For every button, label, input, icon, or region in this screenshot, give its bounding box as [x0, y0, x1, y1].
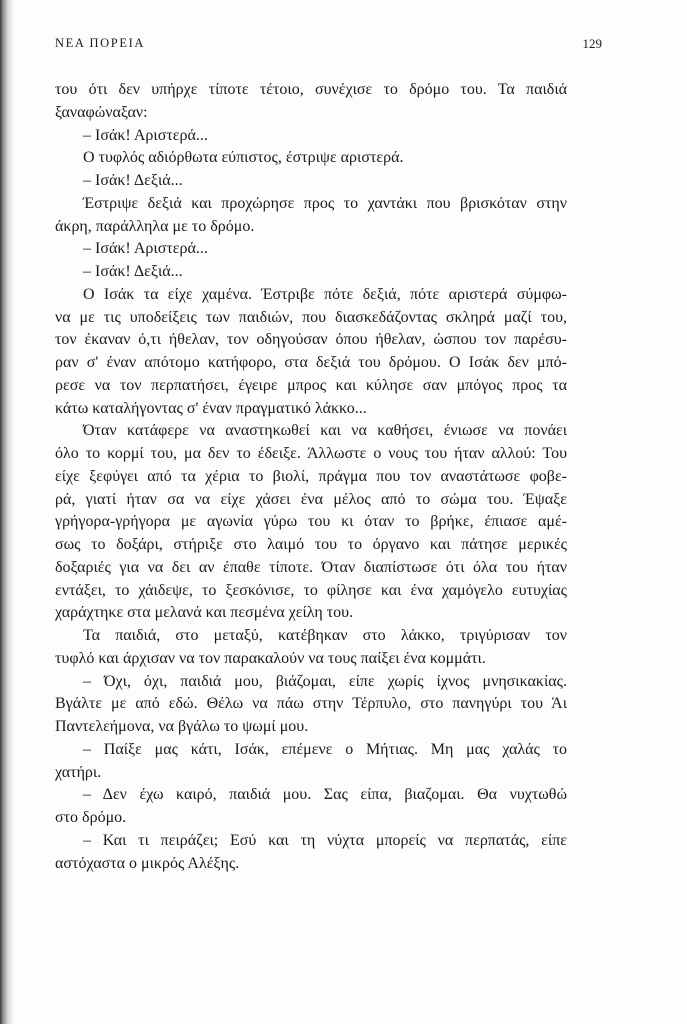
text-line: Βγάλτε με από εδώ. Θέλω να πάω στην Τέρπυλο, στο πανηγύρι του Άι [55, 695, 567, 713]
text-line: χατήρι. [55, 763, 102, 781]
text-line: – Ισάκ! Αριστερά... [83, 126, 208, 144]
text-line: του ότι δεν υπήρχε τίποτε τέτοιο, συνέχισε το δρόμο του. Τα παιδιά [55, 81, 567, 98]
text-line: – Ισάκ! Αριστερά... [83, 240, 208, 258]
text-line: τυφλό και άρχισαν να τον παρακαλούν να τους παίξει ένα κομμάτι. [55, 649, 486, 667]
text-line: – Δεν έχω καιρό, παιδιά μου. Σας είπα, βιαζομαι. Θα νυχτωθώ [83, 786, 567, 804]
text-line: Παντελεήμονα, να βγάλω το ψωμί μου. [55, 718, 309, 735]
running-head: ΝΕΑ ΠΟΡΕΙΑ [55, 36, 145, 50]
text-line: ρά, γιατί ήταν σα να είχε χάσει ένα μέλος από το σώμα του. Έψαξε [55, 490, 567, 508]
text-line: είχε ξεφύγει από τα χέρια το βιολί, πράγμα που τον αναστάτωσε φοβε- [55, 467, 567, 485]
text-line: – Όχι, όχι, παιδιά μου, βιάζομαι, είπε χωρίς ίχνος μνησικακίας. [83, 672, 567, 690]
text-line: Έστριψε δεξιά και προχώρησε προς το χαντάκι που βρισκόταν στην [83, 194, 567, 212]
text-line: γρήγορα-γρήγορα με αγωνία γύρω του κι όταν το βρήκε, έπιασε αμέ- [55, 513, 567, 531]
text-line: ραν σ' έναν απότομο κατήφορο, στα δεξιά του δρόμου. Ο Ισάκ δεν μπό- [55, 354, 567, 371]
text-line: χαράχτηκε στα μελανά και πεσμένα χείλη του. [55, 604, 354, 622]
text-line: να με τις υποδείξεις των παιδιών, που διασκεδάζοντας σκληρά μαζί του, [55, 308, 567, 326]
text-line: Ο Ισάκ τα είχε χαμένα. Έστριβε πότε δεξιά, πότε αριστερά σύμφω- [83, 285, 567, 303]
text-line: Ο τυφλός αδιόρθωτα εύπιστος, έστριψε αριστερά. [83, 149, 404, 167]
body-text [55, 79, 567, 875]
text-line: ξαναφώναξαν: [55, 103, 148, 121]
text-line: δοξαριές για να δει αν έπαθε τίποτε. Όταν διαπίστωσε ότι όλα του ήταν [55, 558, 567, 576]
text-line: – Παίξε μας κάτι, Ισάκ, επέμενε ο Μήτιας. Μη μας χαλάς το [83, 740, 567, 758]
text-line: αστόχαστα ο μικρός Αλέξης. [55, 854, 240, 872]
text-line: Όταν κατάφερε να αναστηκωθεί και να καθήσει, ένιωσε να πονάει [83, 422, 567, 440]
text-line: ρεσε να τον περπατήσει, έγειρε μπρος και κύλησε σαν μπόγος προς τα [55, 376, 567, 394]
text-line: σως το δοξάρι, στήριξε στο λαιμό του το όργανο και πάτησε μερικές [55, 536, 567, 553]
text-line: εντάξει, το χάιδεψε, το ξεσκόνισε, το φίλησε και ένα χαμόγελο ευτυχίας [55, 581, 567, 599]
text-line: – Ισάκ! Δεξιά... [83, 263, 183, 280]
text-line: άκρη, παράλληλα με το δρόμο. [55, 217, 255, 235]
text-line: όλο το κορμί του, μα δεν το έδειξε. Άλλωστε ο νους του ήταν αλλού: Του [55, 445, 567, 462]
text-line: Τα παιδιά, στο μεταξύ, κατέβηκαν στο λάκκο, τριγύρισαν τον [83, 627, 567, 644]
text-line: – Και τι πειράζει; Εσύ και τη νύχτα μπορείς να περπατάς, είπε [83, 831, 567, 849]
page-number: 129 [582, 36, 602, 51]
binding-gutter-shadow [0, 0, 14, 1024]
text-line: τον έκαναν ό,τι ήθελαν, τον οδηγούσαν όπου ήθελαν, ώσπου τον παρέσυ- [55, 331, 567, 349]
text-line: κάτω καταλήγοντας σ' έναν πραγματικό λάκκο... [55, 399, 367, 417]
text-line: στο δρόμο. [55, 809, 127, 826]
text-line: – Ισάκ! Δεξιά... [83, 172, 183, 189]
